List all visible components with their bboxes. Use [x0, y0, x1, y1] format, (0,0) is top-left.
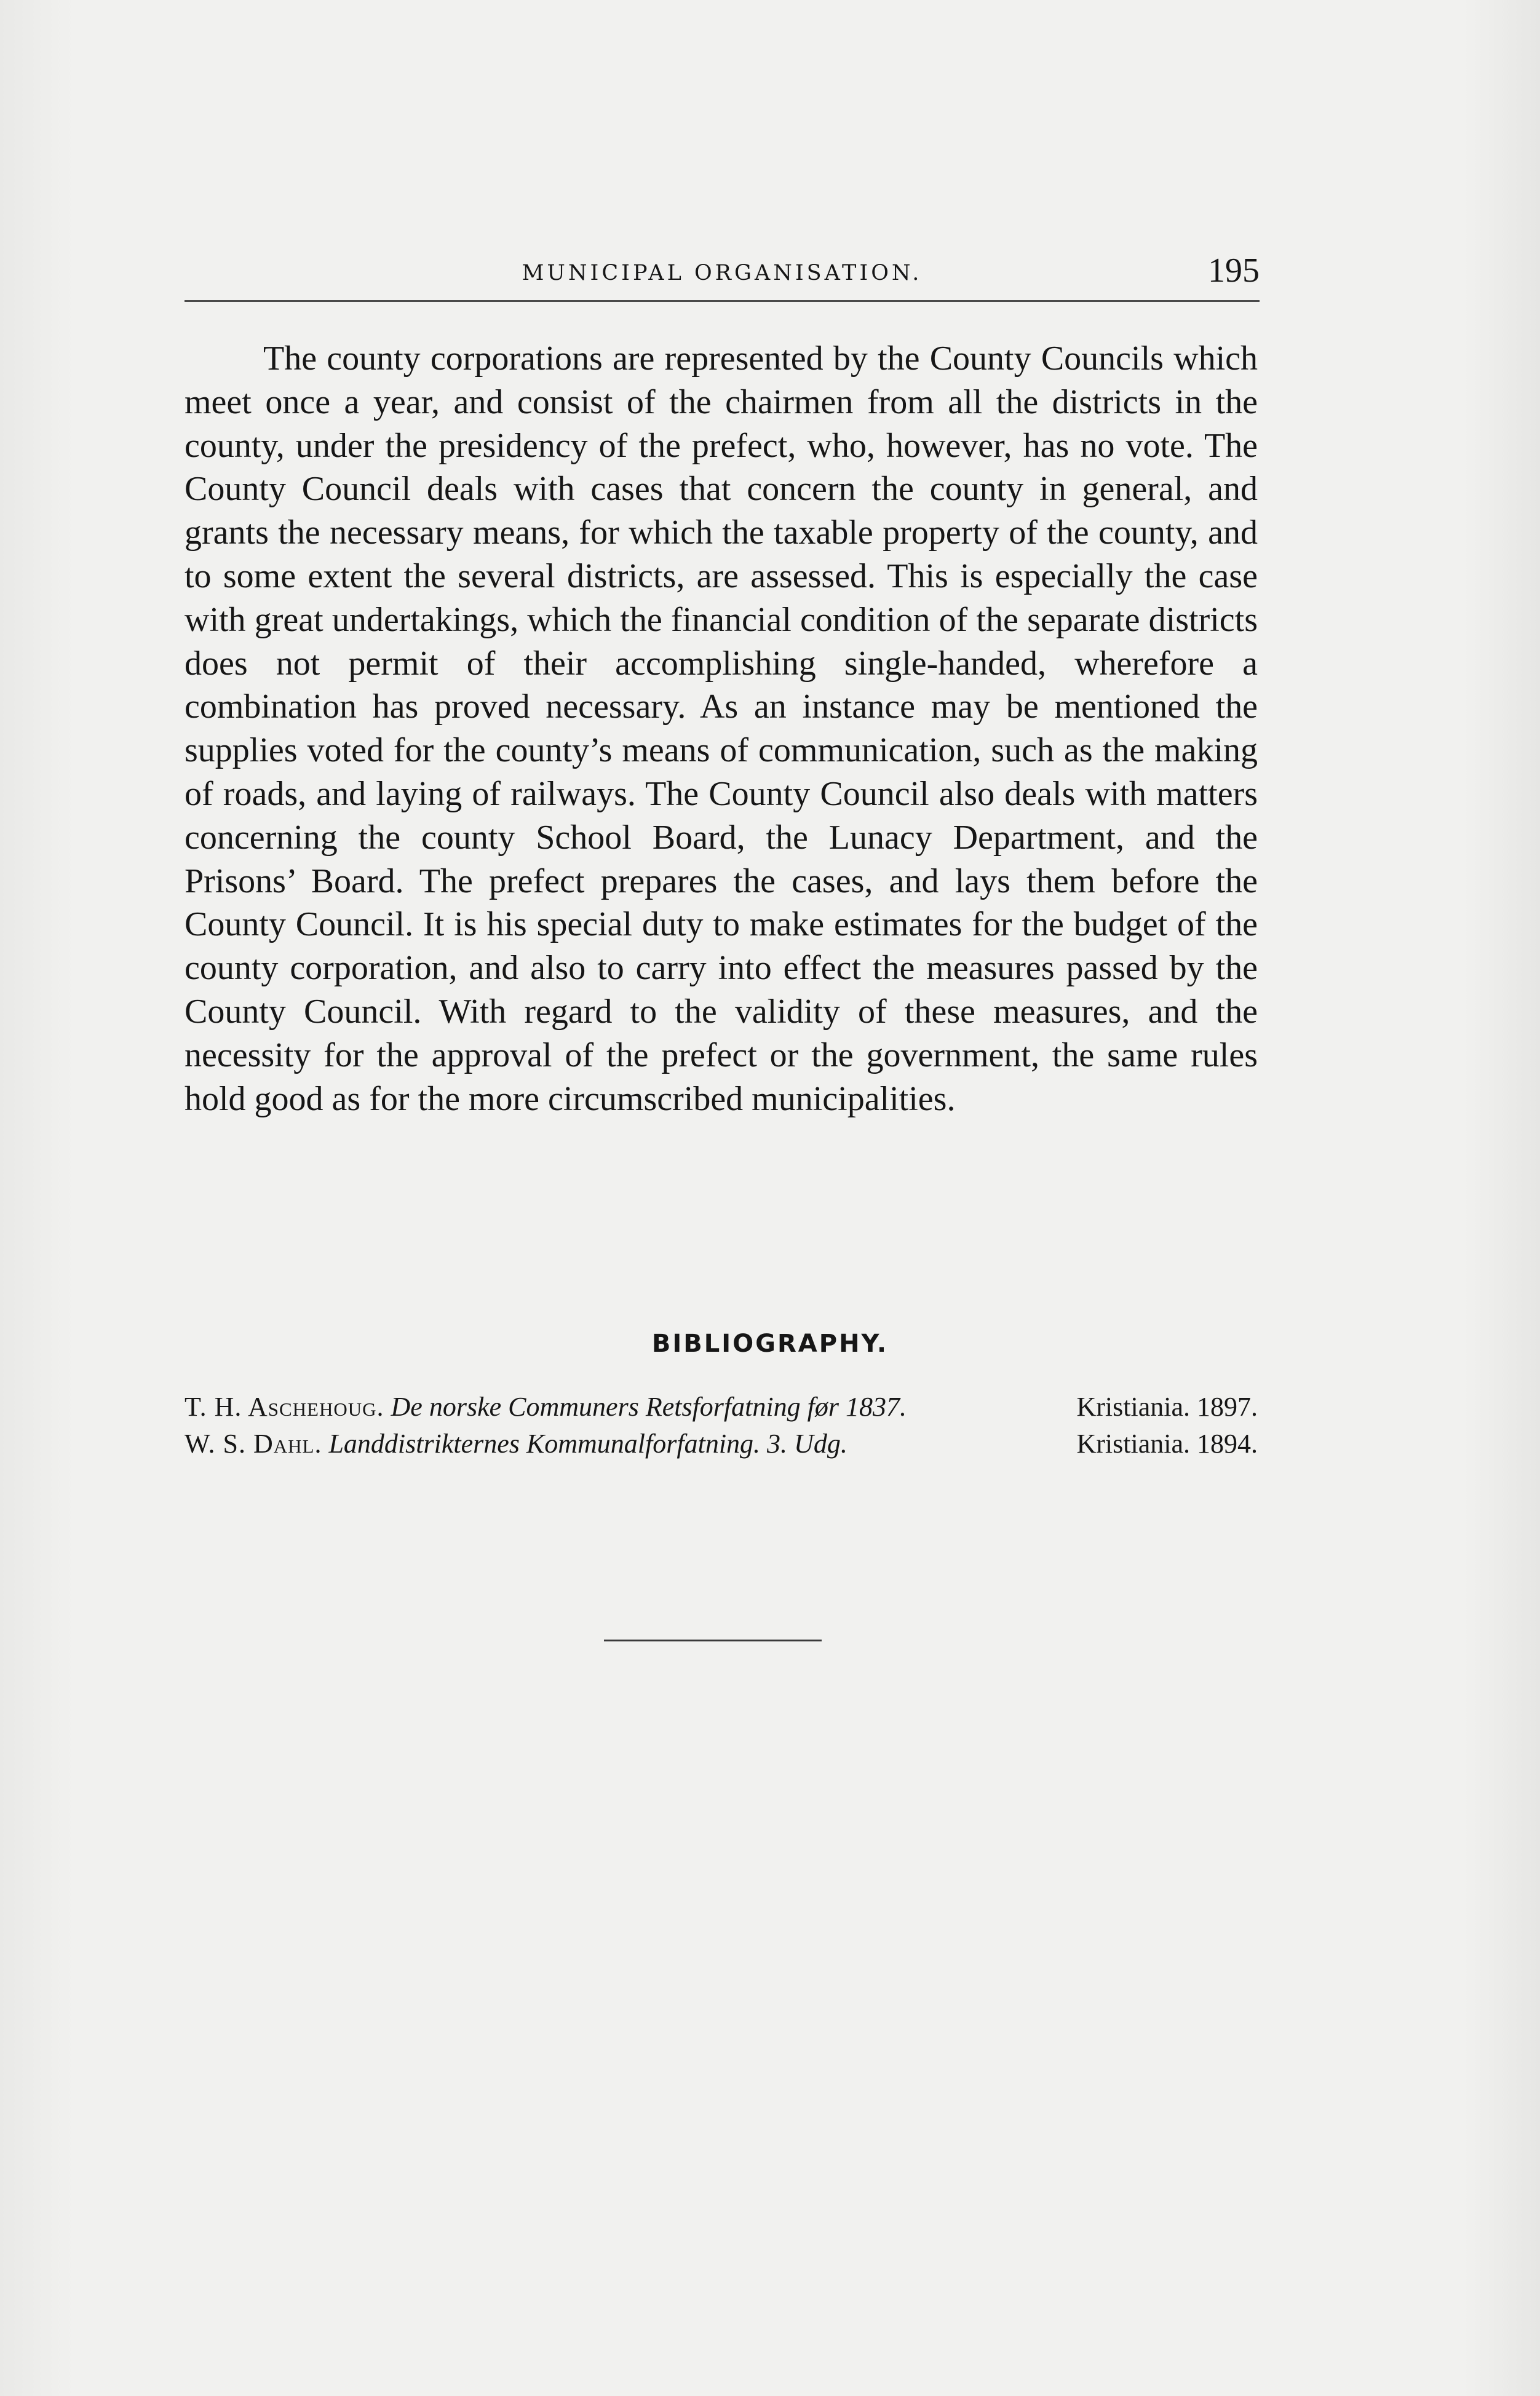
bibliography-list [185, 1389, 1258, 1462]
bibliography-title: De norske Communers Retsforfatning før 1837. [391, 1392, 907, 1422]
page-number: 195 [1208, 252, 1260, 290]
bibliography-place-year: Kristiania. 1897. [1076, 1392, 1258, 1422]
body-paragraph: The county corporations are represented by the County Councils which meet once a year, and consist of the chairmen from all the districts in the county, under the presidency of the prefect, who, however, has no vote. The County Council deals with cases that concern the county in general, and grants the necessary means, for which the taxable property of the county, and to some extent the several districts, are assessed. This is especially the case with great undertakings, which the financial condition of the separate districts does not permit of their accomplishing single-handed, wherefore a combination has proved necessary. As an instance may be mentioned the supplies voted for the county’s means of communication, such as the making of roads, and laying of railways. The County Council also deals with matters concerning the county School Board, the Lunacy Department, and the Prisons’ Board. The prefect prepares the cases, and lays them before the County Council. It is his special duty to make estimates for the budget of the county corporation, and also to carry into effect the measures passed by the County Council. With regard to the validity of these measures, and the necessity for the approval of the prefect or the government, the same rules hold good as for the more circumscribed municipalities. [185, 339, 1258, 1118]
bibliography-author: T. H. Aschehoug. [185, 1392, 384, 1422]
bibliography-author: W. S. Dahl. [185, 1429, 322, 1459]
bibliography-heading: BIBLIOGRAPHY. [651, 1330, 889, 1358]
running-head [185, 251, 1260, 302]
bibliography-entry [185, 1426, 1258, 1462]
bibliography-citation [185, 1389, 907, 1426]
closing-rule [604, 1640, 822, 1641]
running-head-title: MUNICIPAL ORGANISATION. [522, 261, 923, 285]
bibliography-entry [185, 1389, 1258, 1426]
bibliography-place-year: Kristiania. 1894. [1076, 1429, 1258, 1459]
bibliography-citation [185, 1426, 847, 1462]
bibliography-title: Landdistrikternes Kommunalforfatning. 3. Udg. [328, 1429, 847, 1459]
